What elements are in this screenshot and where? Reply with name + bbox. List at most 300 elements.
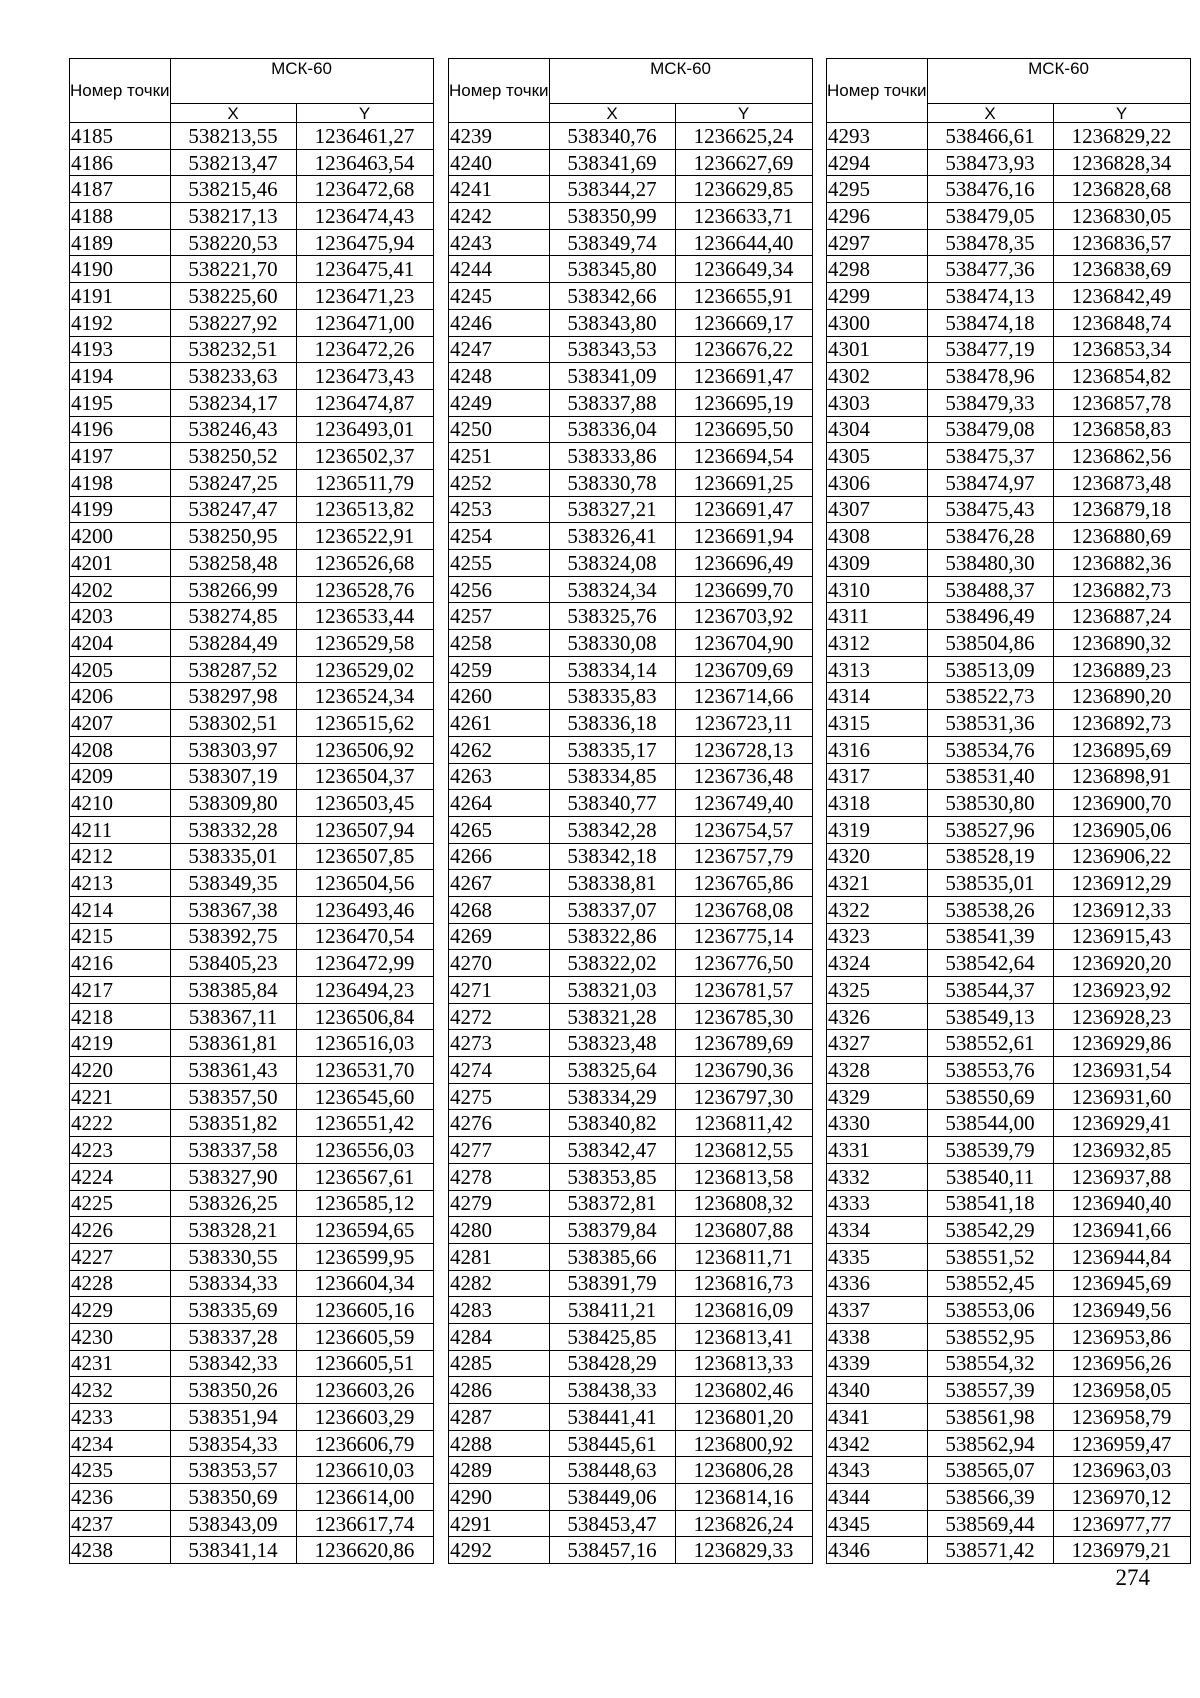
point-number-cell: 4185: [70, 123, 171, 150]
point-number-cell: 4230: [70, 1323, 171, 1350]
table-row: [449, 1163, 813, 1190]
y-coordinate-cell: 1236644,40: [675, 229, 812, 256]
y-coordinate-cell: 1236633,71: [675, 203, 812, 230]
table-row: [449, 443, 813, 470]
x-coordinate-cell: 538334,29: [549, 1083, 675, 1110]
x-coordinate-cell: 538327,90: [170, 1163, 296, 1190]
table-row: [827, 736, 1191, 763]
point-number-cell: 4342: [827, 1430, 928, 1457]
point-number-cell: 4323: [827, 923, 928, 950]
table-row: [70, 923, 434, 950]
y-coordinate-cell: 1236507,94: [296, 816, 433, 843]
point-number-cell: 4317: [827, 763, 928, 790]
y-coordinate-cell: 1236963,03: [1053, 1457, 1190, 1484]
point-number-cell: 4263: [449, 763, 550, 790]
x-coordinate-cell: 538350,99: [549, 203, 675, 230]
point-number-cell: 4201: [70, 550, 171, 577]
y-coordinate-cell: 1236781,57: [675, 977, 812, 1004]
table-row: [449, 843, 813, 870]
table-row: [70, 256, 434, 283]
point-number-cell: 4186: [70, 149, 171, 176]
x-coordinate-cell: 538474,13: [927, 283, 1053, 310]
table-row: [827, 229, 1191, 256]
x-coordinate-cell: 538474,18: [927, 309, 1053, 336]
point-number-cell: 4340: [827, 1377, 928, 1404]
table-row: [449, 576, 813, 603]
point-number-cell: 4295: [827, 176, 928, 203]
point-number-cell: 4246: [449, 309, 550, 336]
table-row: [70, 389, 434, 416]
y-coordinate-cell: 1236830,05: [1053, 203, 1190, 230]
y-coordinate-cell: 1236945,69: [1053, 1270, 1190, 1297]
point-number-cell: 4286: [449, 1377, 550, 1404]
point-number-cell: 4299: [827, 283, 928, 310]
y-coordinate-cell: 1236880,69: [1053, 523, 1190, 550]
x-coordinate-cell: 538335,01: [170, 843, 296, 870]
x-coordinate-cell: 538321,28: [549, 1003, 675, 1030]
x-coordinate-cell: 538258,48: [170, 550, 296, 577]
point-number-cell: 4325: [827, 977, 928, 1004]
coordinate-system-header: МСК-60: [549, 59, 812, 104]
table-row: [70, 576, 434, 603]
x-coordinate-cell: 538303,97: [170, 736, 296, 763]
point-number-cell: 4284: [449, 1323, 550, 1350]
table-row: [449, 736, 813, 763]
y-coordinate-cell: 1236757,79: [675, 843, 812, 870]
point-number-cell: 4346: [827, 1537, 928, 1564]
point-number-cell: 4338: [827, 1323, 928, 1350]
point-number-cell: 4218: [70, 1003, 171, 1030]
point-number-cell: 4193: [70, 336, 171, 363]
point-number-cell: 4335: [827, 1243, 928, 1270]
x-coordinate-cell: 538215,46: [170, 176, 296, 203]
y-coordinate-cell: 1236929,86: [1053, 1030, 1190, 1057]
x-coordinate-cell: 538478,35: [927, 229, 1053, 256]
point-number-cell: 4221: [70, 1083, 171, 1110]
y-coordinate-cell: 1236474,87: [296, 389, 433, 416]
point-number-cell: 4343: [827, 1457, 928, 1484]
x-coordinate-cell: 538357,50: [170, 1083, 296, 1110]
x-coordinate-cell: 538330,55: [170, 1243, 296, 1270]
table-row: [70, 229, 434, 256]
y-coordinate-cell: 1236604,34: [296, 1270, 433, 1297]
y-coordinate-cell: 1236816,73: [675, 1270, 812, 1297]
x-coordinate-cell: 538479,08: [927, 416, 1053, 443]
x-coordinate-cell: 538321,03: [549, 977, 675, 1004]
x-coordinate-cell: 538531,40: [927, 763, 1053, 790]
y-coordinate-cell: 1236931,60: [1053, 1083, 1190, 1110]
table-row: [827, 389, 1191, 416]
x-coordinate-cell: 538353,85: [549, 1163, 675, 1190]
x-coordinate-cell: 538478,96: [927, 363, 1053, 390]
table-row: [449, 870, 813, 897]
table-row: [827, 1217, 1191, 1244]
x-coordinate-cell: 538326,41: [549, 523, 675, 550]
y-coordinate-cell: 1236949,56: [1053, 1297, 1190, 1324]
x-coordinate-cell: 538544,37: [927, 977, 1053, 1004]
y-coordinate-cell: 1236504,37: [296, 763, 433, 790]
table-row: [827, 363, 1191, 390]
point-number-cell: 4330: [827, 1110, 928, 1137]
y-coordinate-cell: 1236506,84: [296, 1003, 433, 1030]
point-number-cell: 4303: [827, 389, 928, 416]
y-coordinate-cell: 1236829,33: [675, 1537, 812, 1564]
x-coordinate-cell: 538566,39: [927, 1484, 1053, 1511]
table-row: [449, 896, 813, 923]
table-row: [70, 710, 434, 737]
y-coordinate-cell: 1236605,16: [296, 1297, 433, 1324]
table-row: [449, 176, 813, 203]
table-row: [827, 1484, 1191, 1511]
x-coordinate-cell: 538297,98: [170, 683, 296, 710]
x-coordinate-cell: 538385,66: [549, 1243, 675, 1270]
x-coordinate-cell: 538337,58: [170, 1137, 296, 1164]
point-number-cell: 4290: [449, 1484, 550, 1511]
table-row: [449, 229, 813, 256]
y-coordinate-cell: 1236502,37: [296, 443, 433, 470]
y-coordinate-cell: 1236937,88: [1053, 1163, 1190, 1190]
y-coordinate-cell: 1236785,30: [675, 1003, 812, 1030]
table-row: [70, 1110, 434, 1137]
point-number-cell: 4271: [449, 977, 550, 1004]
x-coordinate-cell: 538284,49: [170, 630, 296, 657]
point-number-cell: 4247: [449, 336, 550, 363]
y-coordinate-cell: 1236694,54: [675, 443, 812, 470]
table-row: [449, 1057, 813, 1084]
y-coordinate-cell: 1236858,83: [1053, 416, 1190, 443]
point-number-cell: 4291: [449, 1510, 550, 1537]
table-row: [449, 1510, 813, 1537]
x-coordinate-cell: 538379,84: [549, 1217, 675, 1244]
x-coordinate-cell: 538453,47: [549, 1510, 675, 1537]
point-number-cell: 4199: [70, 496, 171, 523]
x-coordinate-cell: 538457,16: [549, 1537, 675, 1564]
x-coordinate-cell: 538217,13: [170, 203, 296, 230]
point-number-cell: 4334: [827, 1217, 928, 1244]
table-row: [827, 977, 1191, 1004]
table-row: [70, 1083, 434, 1110]
x-coordinate-cell: 538571,42: [927, 1537, 1053, 1564]
point-number-cell: 4215: [70, 923, 171, 950]
table-row: [449, 363, 813, 390]
y-coordinate-cell: 1236892,73: [1053, 710, 1190, 737]
point-number-cell: 4304: [827, 416, 928, 443]
x-coordinate-cell: 538428,29: [549, 1350, 675, 1377]
point-number-cell: 4259: [449, 656, 550, 683]
x-coordinate-cell: 538338,81: [549, 870, 675, 897]
table-row: [70, 790, 434, 817]
table-row: [827, 656, 1191, 683]
x-coordinate-cell: 538544,00: [927, 1110, 1053, 1137]
x-coordinate-cell: 538367,11: [170, 1003, 296, 1030]
table-row: [827, 843, 1191, 870]
point-number-cell: 4189: [70, 229, 171, 256]
x-coordinate-cell: 538330,78: [549, 469, 675, 496]
table-row: [827, 870, 1191, 897]
y-coordinate-cell: 1236836,57: [1053, 229, 1190, 256]
y-coordinate-cell: 1236800,92: [675, 1430, 812, 1457]
x-coordinate-cell: 538476,28: [927, 523, 1053, 550]
y-coordinate-cell: 1236655,91: [675, 283, 812, 310]
y-coordinate-cell: 1236515,62: [296, 710, 433, 737]
y-coordinate-cell: 1236728,13: [675, 736, 812, 763]
point-number-cell: 4287: [449, 1404, 550, 1431]
y-coordinate-cell: 1236475,41: [296, 256, 433, 283]
x-coordinate-cell: 538476,16: [927, 176, 1053, 203]
table-row: [70, 1377, 434, 1404]
y-coordinate-cell: 1236461,27: [296, 123, 433, 150]
y-coordinate-cell: 1236471,00: [296, 309, 433, 336]
y-coordinate-cell: 1236816,09: [675, 1297, 812, 1324]
table-row: [827, 203, 1191, 230]
table-row: [70, 1030, 434, 1057]
y-coordinate-cell: 1236472,99: [296, 950, 433, 977]
table-row: [827, 1297, 1191, 1324]
table-row: [827, 896, 1191, 923]
x-coordinate-cell: 538342,66: [549, 283, 675, 310]
x-coordinate-cell: 538480,30: [927, 550, 1053, 577]
table-row: [449, 1030, 813, 1057]
point-number-cell: 4337: [827, 1297, 928, 1324]
point-number-cell: 4243: [449, 229, 550, 256]
point-number-cell: 4198: [70, 469, 171, 496]
x-coordinate-cell: 538349,35: [170, 870, 296, 897]
point-number-cell: 4252: [449, 469, 550, 496]
x-coordinate-cell: 538551,52: [927, 1243, 1053, 1270]
point-number-cell: 4293: [827, 123, 928, 150]
table-body: [70, 123, 434, 1564]
y-coordinate-cell: 1236923,92: [1053, 977, 1190, 1004]
point-number-cell: 4327: [827, 1030, 928, 1057]
point-number-cell: 4272: [449, 1003, 550, 1030]
point-number-cell: 4292: [449, 1537, 550, 1564]
x-coordinate-cell: 538324,08: [549, 550, 675, 577]
point-number-cell: 4242: [449, 203, 550, 230]
point-number-cell: 4276: [449, 1110, 550, 1137]
table-row: [70, 1457, 434, 1484]
point-number-cell: 4187: [70, 176, 171, 203]
point-number-cell: 4328: [827, 1057, 928, 1084]
table-row: [827, 283, 1191, 310]
table-row: [70, 1190, 434, 1217]
x-coordinate-cell: 538225,60: [170, 283, 296, 310]
point-number-cell: 4251: [449, 443, 550, 470]
x-coordinate-cell: 538565,07: [927, 1457, 1053, 1484]
x-coordinate-cell: 538504,86: [927, 630, 1053, 657]
coordinate-table-2: [448, 58, 813, 1564]
x-coordinate-cell: 538554,32: [927, 1350, 1053, 1377]
x-header: X: [549, 104, 675, 123]
x-coordinate-cell: 538552,45: [927, 1270, 1053, 1297]
y-coordinate-cell: 1236473,43: [296, 363, 433, 390]
x-coordinate-cell: 538354,33: [170, 1430, 296, 1457]
table-row: [449, 1430, 813, 1457]
y-coordinate-cell: 1236895,69: [1053, 736, 1190, 763]
point-number-cell: 4315: [827, 710, 928, 737]
table-row: [70, 1163, 434, 1190]
x-coordinate-cell: 538350,69: [170, 1484, 296, 1511]
table-row: [70, 336, 434, 363]
table-row: [827, 1430, 1191, 1457]
x-coordinate-cell: 538340,77: [549, 790, 675, 817]
table-row: [827, 923, 1191, 950]
y-coordinate-cell: 1236979,21: [1053, 1537, 1190, 1564]
table-row: [449, 123, 813, 150]
point-number-cell: 4296: [827, 203, 928, 230]
point-number-cell: 4224: [70, 1163, 171, 1190]
point-number-cell: 4211: [70, 816, 171, 843]
table-row: [70, 1243, 434, 1270]
table-row: [449, 469, 813, 496]
table-row: [70, 149, 434, 176]
point-number-cell: 4332: [827, 1163, 928, 1190]
table-row: [449, 1003, 813, 1030]
point-number-cell: 4341: [827, 1404, 928, 1431]
point-number-cell: 4244: [449, 256, 550, 283]
x-coordinate-cell: 538361,43: [170, 1057, 296, 1084]
y-coordinate-cell: 1236709,69: [675, 656, 812, 683]
table-row: [827, 469, 1191, 496]
point-number-cell: 4279: [449, 1190, 550, 1217]
table-row: [70, 309, 434, 336]
y-coordinate-cell: 1236614,00: [296, 1484, 433, 1511]
y-coordinate-cell: 1236857,78: [1053, 389, 1190, 416]
x-coordinate-cell: 538307,19: [170, 763, 296, 790]
table-row: [449, 710, 813, 737]
point-number-cell: 4260: [449, 683, 550, 710]
point-number-cell: 4306: [827, 469, 928, 496]
x-coordinate-cell: 538335,69: [170, 1297, 296, 1324]
table-row: [449, 1297, 813, 1324]
table-row: [827, 1083, 1191, 1110]
x-coordinate-cell: 538562,94: [927, 1430, 1053, 1457]
x-coordinate-cell: 538552,95: [927, 1323, 1053, 1350]
point-number-cell: 4261: [449, 710, 550, 737]
x-coordinate-cell: 538250,52: [170, 443, 296, 470]
y-coordinate-cell: 1236691,94: [675, 523, 812, 550]
table-row: [827, 603, 1191, 630]
table-row: [449, 523, 813, 550]
table-row: [70, 736, 434, 763]
x-coordinate-cell: 538342,33: [170, 1350, 296, 1377]
x-coordinate-cell: 538527,96: [927, 816, 1053, 843]
y-coordinate-cell: 1236958,05: [1053, 1377, 1190, 1404]
x-coordinate-cell: 538349,74: [549, 229, 675, 256]
x-coordinate-cell: 538541,18: [927, 1190, 1053, 1217]
y-coordinate-cell: 1236944,84: [1053, 1243, 1190, 1270]
table-row: [70, 977, 434, 1004]
y-coordinate-cell: 1236797,30: [675, 1083, 812, 1110]
y-coordinate-cell: 1236958,79: [1053, 1404, 1190, 1431]
point-number-cell: 4235: [70, 1457, 171, 1484]
x-coordinate-cell: 538534,76: [927, 736, 1053, 763]
point-number-cell: 4270: [449, 950, 550, 977]
x-coordinate-cell: 538325,64: [549, 1057, 675, 1084]
point-number-cell: 4329: [827, 1083, 928, 1110]
point-number-cell: 4248: [449, 363, 550, 390]
y-coordinate-cell: 1236838,69: [1053, 256, 1190, 283]
point-number-cell: 4273: [449, 1030, 550, 1057]
y-coordinate-cell: 1236556,03: [296, 1137, 433, 1164]
table-row: [827, 176, 1191, 203]
y-coordinate-cell: 1236629,85: [675, 176, 812, 203]
x-coordinate-cell: 538324,34: [549, 576, 675, 603]
table-row: [827, 1110, 1191, 1137]
y-coordinate-cell: 1236603,29: [296, 1404, 433, 1431]
table-row: [449, 1110, 813, 1137]
table-row: [70, 550, 434, 577]
x-coordinate-cell: 538323,48: [549, 1030, 675, 1057]
y-coordinate-cell: 1236723,11: [675, 710, 812, 737]
x-coordinate-cell: 538309,80: [170, 790, 296, 817]
y-coordinate-cell: 1236812,55: [675, 1137, 812, 1164]
table-row: [449, 283, 813, 310]
y-coordinate-cell: 1236528,76: [296, 576, 433, 603]
table-row: [449, 1270, 813, 1297]
x-coordinate-cell: 538531,36: [927, 710, 1053, 737]
point-number-cell: 4316: [827, 736, 928, 763]
point-number-cell: 4324: [827, 950, 928, 977]
table-row: [70, 763, 434, 790]
y-coordinate-cell: 1236704,90: [675, 630, 812, 657]
point-number-cell: 4264: [449, 790, 550, 817]
point-number-cell: 4336: [827, 1270, 928, 1297]
point-number-cell: 4219: [70, 1030, 171, 1057]
y-coordinate-cell: 1236691,47: [675, 363, 812, 390]
y-coordinate-cell: 1236513,82: [296, 496, 433, 523]
table-row: [449, 603, 813, 630]
table-row: [70, 469, 434, 496]
table-row: [70, 1003, 434, 1030]
point-number-cell: 4257: [449, 603, 550, 630]
x-coordinate-cell: 538479,05: [927, 203, 1053, 230]
table-row: [70, 523, 434, 550]
point-number-cell: 4256: [449, 576, 550, 603]
y-coordinate-cell: 1236649,34: [675, 256, 812, 283]
point-number-cell: 4314: [827, 683, 928, 710]
x-coordinate-cell: 538342,18: [549, 843, 675, 870]
x-coordinate-cell: 538542,64: [927, 950, 1053, 977]
y-coordinate-cell: 1236494,23: [296, 977, 433, 1004]
y-coordinate-cell: 1236854,82: [1053, 363, 1190, 390]
x-coordinate-cell: 538334,33: [170, 1270, 296, 1297]
table-row: [70, 950, 434, 977]
y-coordinate-cell: 1236873,48: [1053, 469, 1190, 496]
y-coordinate-cell: 1236882,36: [1053, 550, 1190, 577]
table-row: [827, 523, 1191, 550]
table-row: [827, 710, 1191, 737]
x-coordinate-cell: 538538,26: [927, 896, 1053, 923]
table-row: [827, 550, 1191, 577]
y-coordinate-cell: 1236585,12: [296, 1190, 433, 1217]
y-coordinate-cell: 1236890,20: [1053, 683, 1190, 710]
y-coordinate-cell: 1236516,03: [296, 1030, 433, 1057]
point-number-cell: 4237: [70, 1510, 171, 1537]
x-header: X: [170, 104, 296, 123]
y-coordinate-cell: 1236472,68: [296, 176, 433, 203]
x-coordinate-cell: 538540,11: [927, 1163, 1053, 1190]
table-row: [827, 1377, 1191, 1404]
y-coordinate-cell: 1236906,22: [1053, 843, 1190, 870]
table-row: [827, 309, 1191, 336]
point-number-header: Номер точки: [70, 59, 171, 123]
x-coordinate-cell: 538449,06: [549, 1484, 675, 1511]
point-number-cell: 4225: [70, 1190, 171, 1217]
point-number-cell: 4213: [70, 870, 171, 897]
table-row: [70, 443, 434, 470]
table-row: [449, 336, 813, 363]
table-row: [827, 790, 1191, 817]
